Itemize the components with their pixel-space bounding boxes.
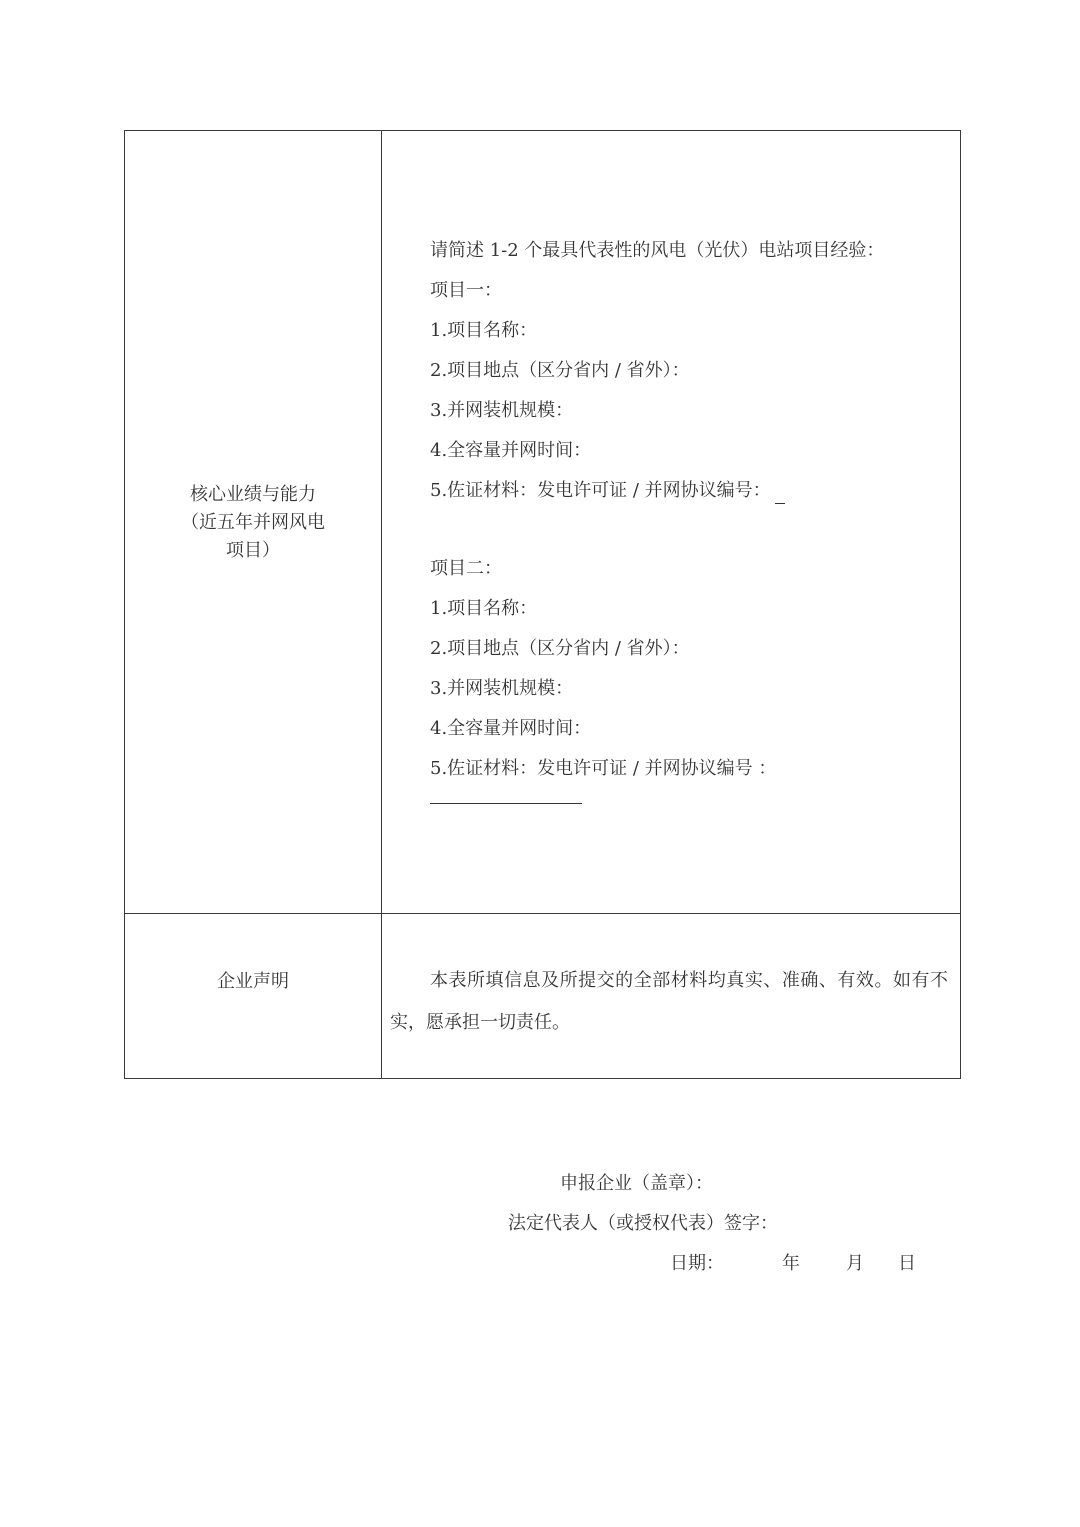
statement-label-cell bbox=[125, 914, 382, 1079]
application-form-table bbox=[124, 130, 961, 1079]
project2-time-field: 4.全容量并网时间： bbox=[430, 718, 592, 739]
performance-label-cell bbox=[125, 131, 382, 914]
project1-materials-blank[interactable] bbox=[775, 479, 785, 504]
date-day-label: 日 bbox=[898, 1253, 916, 1274]
performance-label bbox=[125, 481, 381, 565]
project1-scale-field: 3.并网装机规模： bbox=[430, 400, 574, 421]
date-month-label: 月 bbox=[846, 1253, 864, 1274]
project2-title: 项目二： bbox=[430, 558, 502, 579]
project1-time-field: 4.全容量并网时间： bbox=[430, 440, 592, 461]
date-label: 日期： bbox=[670, 1253, 724, 1274]
date-year-label: 年 bbox=[782, 1253, 800, 1274]
project1-location-field: 2.项目地点（区分省内 / 省外）： bbox=[430, 360, 690, 381]
project-spacer bbox=[430, 511, 950, 549]
date-field[interactable] bbox=[670, 1244, 916, 1284]
performance-content-cell[interactable] bbox=[382, 131, 961, 914]
performance-intro: 请简述 1-2 个最具代表性的风电（光伏）电站项目经验： bbox=[430, 240, 885, 261]
project2-materials-blank[interactable] bbox=[430, 803, 582, 804]
project2-location-field: 2.项目地点（区分省内 / 省外）： bbox=[430, 638, 690, 659]
performance-content bbox=[430, 231, 950, 804]
project1-materials-line bbox=[430, 471, 950, 511]
representative-signature-field[interactable]: 法定代表人（或授权代表）签字： bbox=[508, 1213, 778, 1234]
performance-label-line2: （近五年并网风电 bbox=[181, 512, 325, 533]
performance-row bbox=[125, 131, 961, 914]
project2-scale-field: 3.并网装机规模： bbox=[430, 678, 574, 699]
project1-materials-field: 5.佐证材料：发电许可证 / 并网协议编号： bbox=[430, 480, 771, 501]
project2-materials-field: 5.佐证材料：发电许可证 / 并网协议编号 ： bbox=[430, 758, 777, 779]
performance-label-line3: 项目） bbox=[226, 540, 280, 561]
statement-content-cell bbox=[382, 914, 961, 1079]
statement-label: 企业声明 bbox=[217, 971, 289, 992]
project1-title: 项目一： bbox=[430, 280, 502, 301]
project2-name-field: 1.项目名称： bbox=[430, 598, 538, 619]
company-seal-field[interactable]: 申报企业（盖章）： bbox=[560, 1173, 713, 1194]
project1-name-field: 1.项目名称： bbox=[430, 320, 538, 341]
statement-text: 本表所填信息及所提交的全部材料均真实、准确、有效。如有不实，愿承担一切责任。 bbox=[390, 970, 948, 1033]
performance-label-line1: 核心业绩与能力 bbox=[190, 484, 316, 505]
statement-row bbox=[125, 914, 961, 1079]
